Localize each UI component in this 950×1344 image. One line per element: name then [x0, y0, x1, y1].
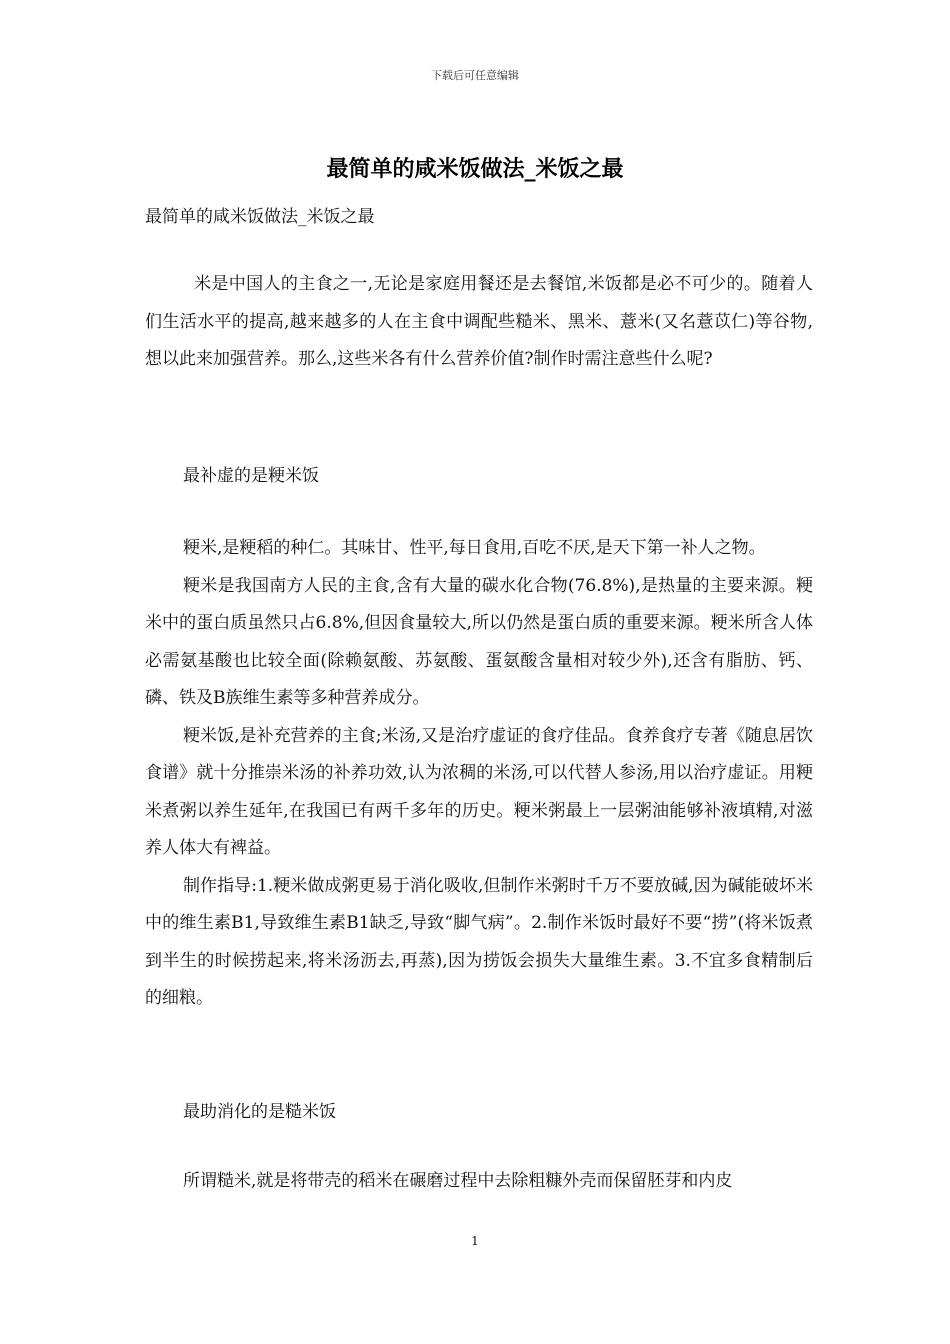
page-number: 1	[471, 1234, 479, 1248]
paragraph: 粳米是我国南方人民的主食,含有大量的碳水化合物(76.8%),是热量的主要来源。粳米中的蛋白质虽然只占6.8%,但因食量较大,所以仍然是蛋白质的重要来源。粳米所含人体必需氨基酸也比较全面(除赖氨酸、苏氨酸、蛋氨酸含量相对较少外),还含有脂肪、钙、磷、铁及B族维生素等多种营养成分。	[145, 575, 813, 708]
paragraph: 所谓糙米,就是将带壳的稻米在碾磨过程中去除粗糠外壳而保留胚芽和内皮	[183, 1171, 733, 1191]
document-subtitle: 最简单的咸米饭做法_米饭之最	[145, 207, 375, 227]
document-title: 最简单的咸米饭做法_米饭之最	[326, 156, 624, 182]
paragraph: 制作指导:1.粳米做成粥更易于消化吸收,但制作米粥时千万不要放碱,因为碱能破坏米中的维生素B1,导致维生素B1缺乏,导致“脚气病”。2.制作米饭时最好不要“捞”(将米饭煮到半生的时候捞起来,将米汤沥去,再蒸),因为捞饭会损失大量维生素。3.不宜多食精制后的细粮。	[145, 875, 813, 1008]
section-heading-caomi: 最助消化的是糙米饭	[183, 1102, 336, 1122]
page-header-note: 下载后可任意编辑	[431, 69, 519, 82]
intro-paragraph: 米是中国人的主食之一,无论是家庭用餐还是去餐馆,米饭都是必不可少的。随着人们生活水平的提高,越来越多的人在主食中调配些糙米、黑米、薏米(又名薏苡仁)等谷物,想以此来加强营养。那么,这些米各有什么营养价值?制作时需注意些什么呢?	[145, 274, 813, 369]
paragraph: 粳米饭,是补充营养的主食;米汤,又是治疗虚证的食疗佳品。食养食疗专著《随息居饮食谱》就十分推崇米汤的补养功效,认为浓稠的米汤,可以代替人参汤,用以治疗虚证。用粳米煮粥以养生延年,在我国已有两千多年的历史。粳米粥最上一层粥油能够补液填精,对滋养人体大有裨益。	[145, 725, 813, 858]
intro-section	[145, 266, 813, 379]
section-heading-jingmi: 最补虚的是粳米饭	[183, 466, 319, 486]
paragraph: 粳米,是粳稻的种仁。其味甘、性平,每日食用,百吃不厌,是天下第一补人之物。	[183, 538, 766, 558]
section-body-jingmi	[145, 530, 813, 1018]
section-body-caomi	[145, 1163, 813, 1201]
